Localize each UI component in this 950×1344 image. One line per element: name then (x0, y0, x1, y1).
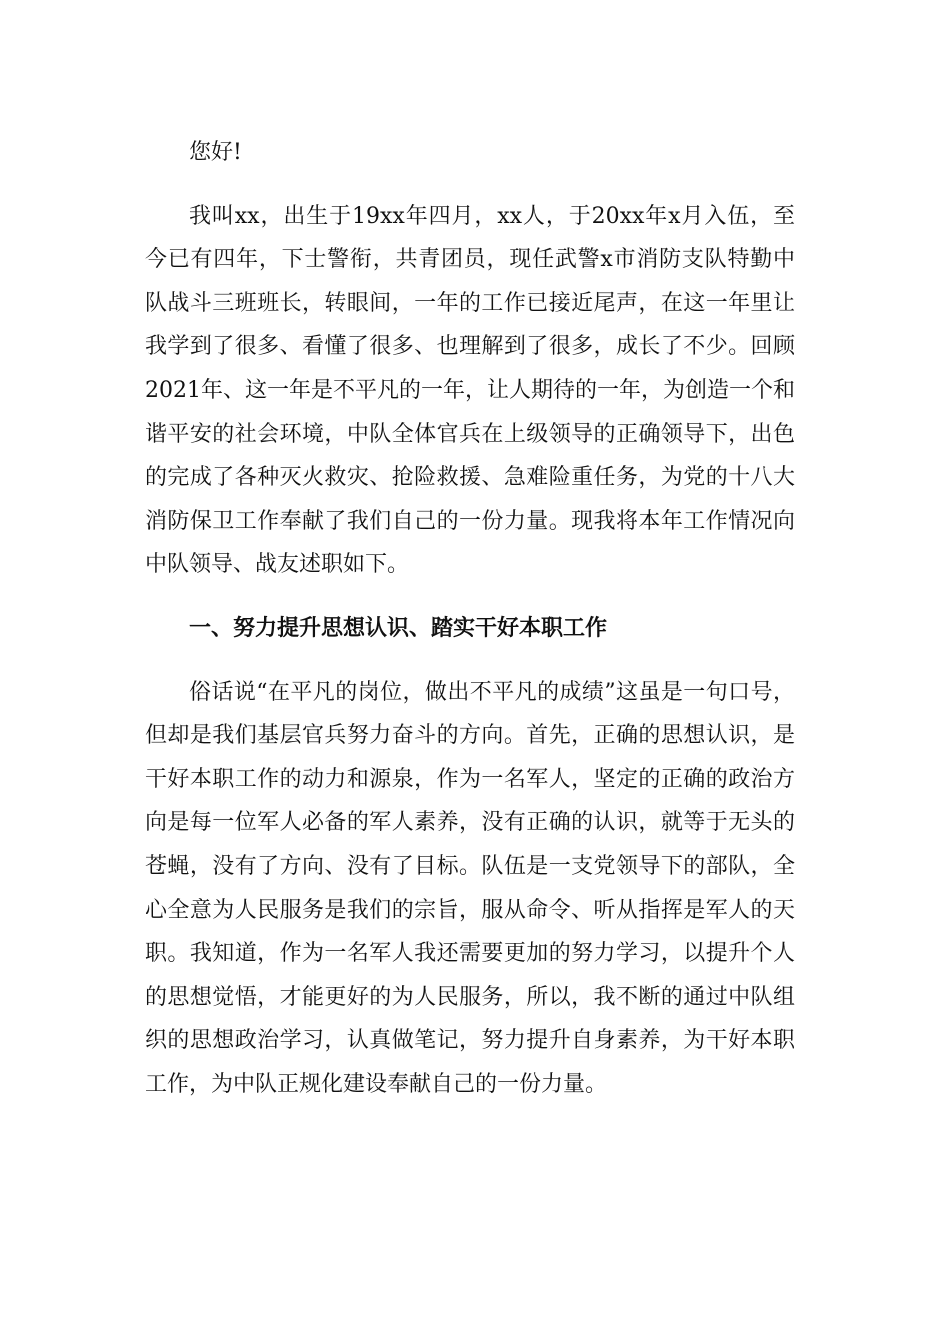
intro-paragraph: 我叫xx，出生于19xx年四月，xx人，于20xx年x月入伍，至今已有四年，下士警衔，共青团员，现任武警x市消防支队特勤中队战斗三班班长，转眼间，一年的工作已接近尾声，在这一年里让我学到了很多、看懂了很多、也理解到了很多，成长了不少。回顾2021年、这一年是不平凡的一年，让人期待的一年，为创造一个和谐平安的社会环境，中队全体官兵在上级领导的正确领导下，出色的完成了各种灭火救灾、抢险救援、急难险重任务，为党的十八大消防保卫工作奉献了我们自己的一份力量。现我将本年工作情况向中队领导、战友述职如下。 (145, 203, 795, 578)
section-body-paragraph: 俗话说“在平凡的岗位，做出不平凡的成绩”这虽是一句口号，但却是我们基层官兵努力奋斗的方向。首先，正确的思想认识，是干好本职工作的动力和源泉，作为一名军人，坚定的正确的政治方向是每一位军人必备的军人素养，没有正确的认识，就等于无头的苍蝇，没有了方向、没有了目标。队伍是一支党领导下的部队，全心全意为人民服务是我们的宗旨，服从命令、听从指挥是军人的天职。我知道，作为一名军人我还需要更加的努力学习，以提升个人的思想觉悟，才能更好的为人民服务，所以，我不断的通过中队组织的思想政治学习，认真做笔记，努力提升自身素养，为干好本职工作，为中队正规化建设奉献自己的一份力量。 (145, 679, 795, 1097)
greeting-paragraph: 您好! (189, 140, 242, 165)
section-heading: 一、努力提升思想认识、踏实干好本职工作 (189, 615, 608, 641)
document-body (145, 131, 795, 1106)
